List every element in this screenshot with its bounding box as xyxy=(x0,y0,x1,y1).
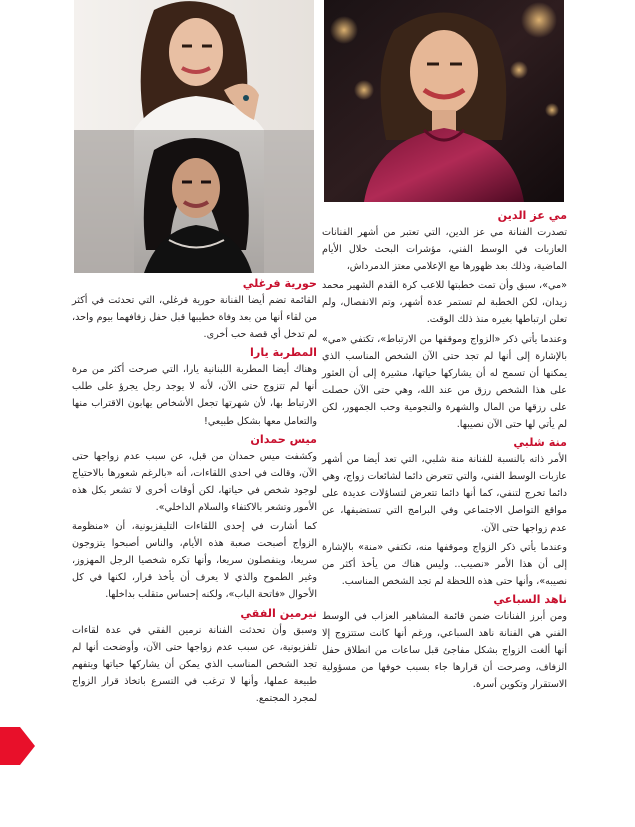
section-heading: نيرمين الفقي xyxy=(240,606,317,620)
section-heading: منة شلبي xyxy=(513,436,567,450)
body-paragraph: وكشفت ميس حمدان من قبل، عن سبب عدم زواجها حتى الآن، وقالت في احدى اللقاءات، أنه «بالرغم شعورها بالاحتياج لوجود شخص في حياتها، لكن أوقات أخرى لا تشعر بكل هذه الأمور وتشعر بالاكتفاء والسلام الداخلي». xyxy=(72,450,317,513)
left-column xyxy=(72,274,317,709)
body-paragraph: كما أشارت في إحدى اللقاءات التليفزيونية، أن «منظومة الزواج أصبحت صعبة هذه الأيام، والناس أصبحوا يتزوجون سريعا، وينفصلون سريعا، وأنها تكره شخصيا الرجل المهزوز، وغير الطموح والذي لا يعرف أن يأخذ قرار، لكنها في كل الأحوال «فاتحة الباب»، ولكنه إحساس متقلب بداخلها. xyxy=(72,521,317,601)
body-paragraph: وسبق وأن تحدثت الفنانة نرمين الفقي في عدة لقاءات تلفزيونية، عن سبب عدم زواجها حتى الآن، وأوضحت أنها لم تجد الشخص المناسب الذي يمكن أن يشاركها حياتها ويتفهم طبيعة عملها، وأنها لا ترغب في التسرع باتخاذ قرار الزواج لمجرد المجتمع. xyxy=(72,624,317,704)
section-heading: حورية فرغلي xyxy=(242,277,317,290)
section-heading: مي عز الدين xyxy=(497,209,567,222)
body-paragraph: الأمر ذاته بالنسبة للفنانة منة شلبي، التي تعد أيضا من أشهر عازبات الوسط الفني، والتي تتعرض دائما لشائعات زواج، وهي دائما تخرج لتنفي، كما أنها دائما تتعرض لتساؤلات عديدة على مواقع التواصل الاجتماعي وفي البرامج التي تستضيفها، عن عدم زواجها حتى الآن. xyxy=(322,454,567,534)
photo-mai-ezz-eldin xyxy=(324,0,564,202)
section-heading: المطربة يارا xyxy=(250,346,317,360)
body-paragraph: وهناك أيضا المطربة اللبنانية يارا، التي صرحت أكثر من مرة أنها لم تتزوج حتى الآن، لأنه لا يوجد رجل يجرؤ على طلب الارتباط بها، لأن شهرتها تجعل الأشخاص يهابون الاقتراب منها والتعامل معها بشكل طبيعي! xyxy=(72,364,317,427)
body-paragraph: القائمة تضم أيضا الفنانة حورية فرغلي، التي تحدثت في أكثر من لقاء أنها من بعد وفاة خطيبها قبل حفل زفافهما بيوم واحد، لم تدخل أي قصة حب أخرى. xyxy=(72,295,317,341)
page-marker-icon xyxy=(0,727,35,765)
photo-mais-hamdan xyxy=(74,130,314,273)
photo-yara xyxy=(74,0,314,130)
body-paragraph: تصدرت الفنانة مي عز الدين، التي تعتبر من أشهر الفنانات العازبات في الوسط الفني، مؤشرات البحث خلال الأيام الماضية، وذلك بعد ظهورها مع الإعلامي معتز الدمرداش، xyxy=(322,227,567,273)
body-paragraph: ومن أبرز الفنانات ضمن قائمة المشاهير العزاب في الوسط الفني هي الفنانة ناهد السباعي، ورغم أنها كانت ستتزوج إلا أنها ألغت الزواج بشكل مفاجئ قبل ساعات من انطلاق حفل الزفاف، وصرحت أن قرارها جاء بسبب خوفها من مسؤولية الاستقرار وتكوين أسرة. xyxy=(322,610,567,691)
body-paragraph: وعندما يأتي ذكر «الزواج وموقفها من الارتباط»، تكتفي «مي» بالإشارة إلى أنها لم تجد حتى الآن الشخص المناسب الذي يمكنها أن تسمح له أن يشاركها حياتها، مشيرة إلى أن العثور على هذا الشخص رزق من عند الله، وهي حتى الآن حصلت على رزقها من المال والشهرة والنجومية وحب الجمهور، لكن لم يأتي لها حتى الآن نصيبها. xyxy=(322,333,567,431)
section-heading: ناهد السباعي xyxy=(493,592,567,606)
right-column xyxy=(322,206,567,695)
section-heading: ميس حمدان xyxy=(250,432,317,446)
body-paragraph: وعندما يأتي ذكر الزواج وموقفها منه، تكتفي «منة» بالإشارة إلى أن هذا الأمر «نصيب.. وليس هناك من يأخذ أكثر من نصيبه»، وأنها حتى هذه اللحظة لم تجد الشخص المناسب. xyxy=(322,541,567,587)
body-paragraph: «مي»، سبق وأن تمت خطبتها للاعب كرة القدم الشهير محمد زيدان، لكن الخطبة لم تستمر عدة أشهر، وتم الانفصال، ولم تعلن ارتباطها بغيره منذ ذلك الوقت. xyxy=(322,280,567,326)
